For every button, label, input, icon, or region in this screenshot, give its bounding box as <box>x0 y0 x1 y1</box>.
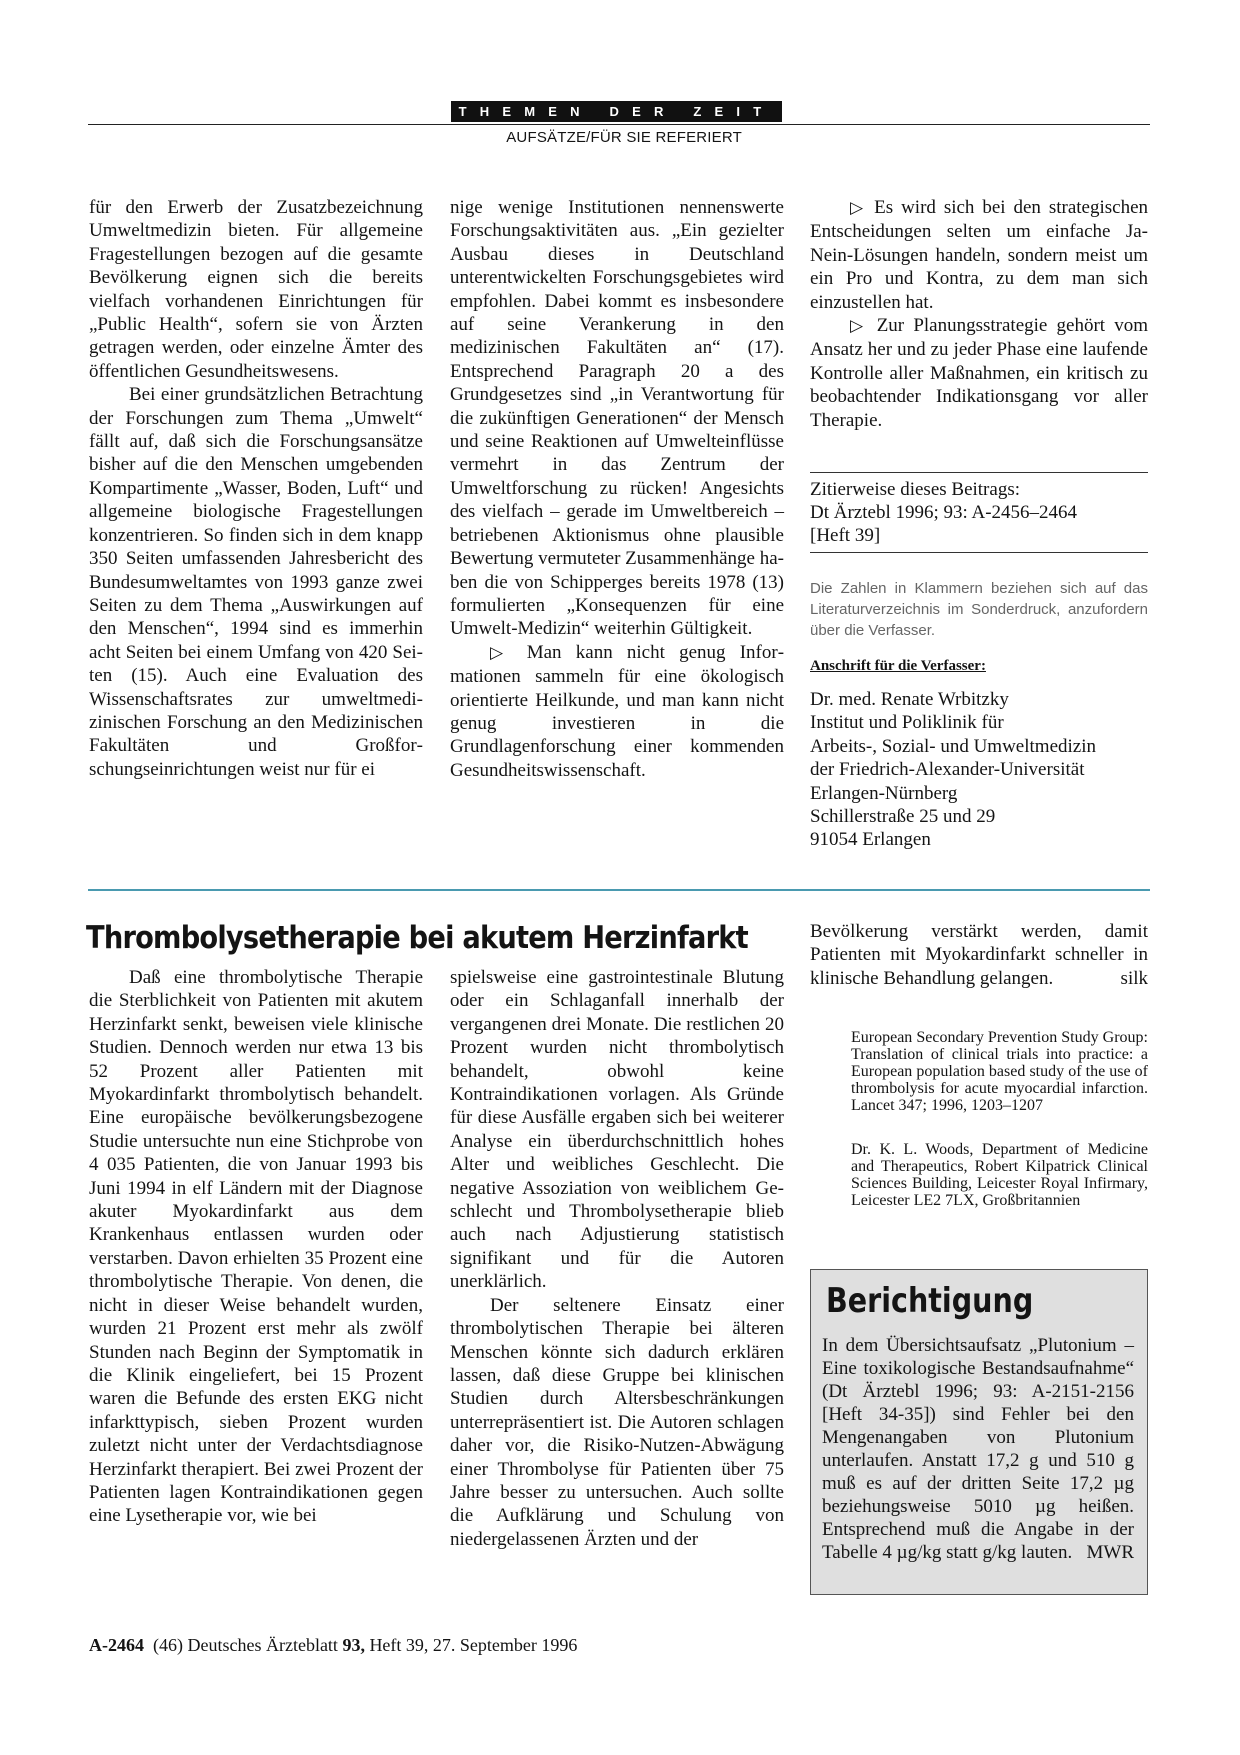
page-footer <box>89 1635 577 1656</box>
reference-note: Die Zahlen in Klammern beziehen sich auf das Literaturverzeichnis im Sonderdruck, anzufordern über die Verfasser. <box>810 580 1148 639</box>
paragraph: Bei einer grundsätzlichen Betrachtung der Forschungen zum Thema „Umwelt“ fällt auf, daß sich die Forschungsansätze bisher auf die den Menschen umgebenden Kompartimente „Wasser, Boden, Luft“ und allgemeine biologische Fragestellungen konzentrieren. So finden sich in dem knapp 350 Seiten umfassenden Jahresbericht des Bundesumweltamtes von 1993 ganze zwei Seiten zu dem Thema „Auswirkungen auf den Menschen“, 1994 sind es immerhin acht Seiten bei einem Umfang von 420 Seiten (15). Auch eine Evaluation des Wissenschaftsrates zur umweltmedizinischen Forschung an den Medizinischen Fakultäten und Großforschungseinrichtungen weist nur für ei <box>89 384 423 780</box>
paragraph: ▷ Es wird sich bei den strategischen Entscheidungen selten um einfache Ja-Nein-Lösungen handeln, sondern meist um ein Pro und Kontra, zu dem man sich einzustellen hat. <box>810 197 1149 313</box>
address-line: Erlangen-Nürnberg <box>810 782 958 804</box>
correction-author: MWR <box>1086 1542 1134 1563</box>
paragraph: spielsweise eine gastrointestinale Blutung oder ein Schlaganfall innerhalb der vergangenen drei Monate. Die restlichen 20 Prozent wurden nicht thrombolytisch behandelt, obwohl keine Kontraindikationen vorlagen. Als Gründe für diese Ausfälle ergaben sich bei weiterer Analyse ein überdurchschnittlich hohes Alter und weibliches Geschlecht. Die negative Assoziation von weiblichem Geschlecht und Thrombolysetherapie blieb auch nach Adjustierung statistisch signifikant und für die Autoren unerklärlich. <box>450 967 784 1293</box>
reference-1: European Secondary Prevention Study Group: Translation of clinical trials into practice: a European population based study of the use of thrombolysis for acute myocardial infarction. Lancet 347; 1996, 1203–1207 <box>851 1029 1148 1114</box>
top-column-3 <box>810 196 1148 432</box>
footer-journal: (46) Deutsches Ärzteblatt <box>153 1635 338 1655</box>
citation-block <box>810 478 1148 547</box>
reference-2: Dr. K. L. Woods, Department of Medicine and Therapeutics, Robert Kilpatrick Clinical Sciences Building, Leicester Royal Infirmary, Leicester LE2 7LX, Großbritannien <box>851 1141 1148 1209</box>
paragraph: ▷ Zur Planungsstrategie gehört vom Ansatz her und zu jeder Phase eine laufende Kontrolle aller Maßnahmen, ein kritisch zu beobachtender Indikationsgang vor aller Therapie. <box>810 315 1149 431</box>
footer-issue: Heft 39, 27. September 1996 <box>369 1635 578 1655</box>
triangle-bullet-icon: ▷ <box>850 316 868 337</box>
article-column-2 <box>450 966 784 1551</box>
article-separator <box>88 889 1150 891</box>
citation-issue: [Heft 39] <box>810 525 881 546</box>
triangle-bullet-icon: ▷ <box>490 642 513 663</box>
author-address <box>810 688 1096 852</box>
citation-label: Zitierweise dieses Beitrags: <box>810 479 1020 500</box>
page-number: A-2464 <box>89 1635 144 1655</box>
address-line: der Friedrich-Alexander-Universität <box>810 759 1085 781</box>
top-column-2 <box>450 196 784 782</box>
correction-text: In dem Übersichtsaufsatz „Plutonium – Eine toxikologische Bestandsaufnahme“ (Dt Ärztebl 1996; 93: A-2151-2156 [Heft 34-35]) sind Fehler bei den Mengenangaben von Plutonium unterlaufen. Anstatt 17,2 g und 510 g muß es auf der dritten Seite 17,2 µg beziehungsweise 5010 µg heißen. Entsprechend muß die Angabe in der Tabelle 4 µg/kg statt g/kg lauten. MWR <box>822 1335 1134 1563</box>
header-rule <box>88 124 1150 125</box>
paragraph: für den Erwerb der Zusatzbezeichnung Umweltmedizin bieten. Für allgemeine Fragestellungen bezogen auf die gesamte Bevölkerung eignen sich die bereits vielfach vorhandenen Einrichtungen für „Public Health“, sofern sie von Ärzten getragen werden, oder einzelne Ämter des öffentlichen Gesundheitswesens. <box>89 197 423 382</box>
article-column-3 <box>810 920 1148 990</box>
citation-rule-top <box>810 472 1148 473</box>
address-heading: Anschrift für die Verfasser: <box>810 658 986 674</box>
correction-title: Berichtigung <box>826 1281 1034 1321</box>
subsection-label: AUFSÄTZE/FÜR SIE REFERIERT <box>506 129 742 146</box>
citation-reference: Dt Ärztebl 1996; 93: A-2456–2464 <box>810 502 1078 523</box>
footer-volume: 93, <box>342 1635 365 1655</box>
address-line: 91054 Erlangen <box>810 829 931 851</box>
article-title: Thrombolysetherapie bei akutem Herzinfarkt <box>86 920 748 956</box>
paragraph: Daß eine thrombolytische Therapie die Sterblichkeit von Patienten mit akutem Herzinfarkt senkt, beweisen viele klinische Studien. Dennoch werden nur etwa 13 bis 52 Prozent aller Patienten mit Myokardinfarkt thrombolytisch behandelt. Eine europäische bevölkerungsbezogene Studie untersuchte nun eine Stichprobe von 4 035 Patienten, die von Januar 1993 bis Juni 1994 in elf Ländern mit der Diagnose akuter Myokardinfarkt aus dem Krankenhaus entlassen wurden oder verstarben. Davon erhielten 35 Prozent eine thrombolytische Therapie. Von denen, die nicht in dieser Weise behandelt wurden, wurden 21 Prozent erst mehr als zwölf Stunden nach Beginn der Symptomatik in die Klinik eingeliefert, bei 15 Prozent waren die Befunde des ersten EKG nicht infarkttypisch, sieben Prozent wurden zuletzt nicht unter der Verdachtsdiagnose Herzinfarkt therapiert. Bei zwei Prozent der Patienten lagen Kontraindikationen gegen eine Lysetherapie vor, wie bei <box>89 967 423 1527</box>
paragraph: ▷ Man kann nicht genug Informationen sammeln für eine ökologisch orientierte Heilkunde, und man kann nicht genug investieren in die Grundlagenforschung einer kommenden Gesundheitswissenschaft. <box>450 641 785 781</box>
paragraph: nige wenige Institutionen nennenswerte Forschungsaktivitäten aus. „Ein gezielter Ausbau dieses in Deutschland unterentwickelten Forschungsgebietes wird empfohlen. Dabei kommt es insbesondere auf seine Verankerung in den medizinischen Fakultäten an“ (17). Entsprechend Paragraph 20 a des Grundgesetzes sind „in Verantwortung für die zukünftigen Generationen“ der Mensch und seine Reaktionen auf Umwelteinflüsse vermehrt in das Zentrum der Umweltforschung zu rücken! Angesichts des vielfach – gerade im Umweltbereich – betriebenen Aktionismus ohne plausible Bewertung vermuteter Zusammenhänge haben die von Schipperges bereits 1978 (13) formulierten „Konsequenzen für eine Umwelt-Medizin“ weiterhin Gültigkeit. <box>450 197 784 640</box>
paragraph: Bevölkerung verstärkt werden, damit Patienten mit Myokardinfarkt schneller in klinische Behandlung gelangen. silk <box>810 921 1148 989</box>
address-line: Arbeits-, Sozial- und Umweltmedizin <box>810 735 1096 757</box>
article-column-1 <box>89 966 423 1528</box>
paragraph: Der seltenere Einsatz einer thrombolytischen Therapie bei älteren Menschen könnte sich dadurch erklären lassen, daß diese Gruppe bei klinischen Studien durch Altersbeschränkungen unterrepräsentiert ist. Die Autoren schlagen daher vor, die Risiko-Nutzen-Abwägung einer Thrombolyse für Patienten über 75 Jahre besser zu untersuchen. Auch sollte die Aufklärung und Schulung von niedergelassenen Ärzten und der <box>450 1294 784 1550</box>
article-author: silk <box>1120 967 1148 989</box>
top-column-1 <box>89 196 423 781</box>
section-header: THEMEN DER ZEIT <box>451 101 782 122</box>
address-line: Schillerstraße 25 und 29 <box>810 806 996 828</box>
triangle-bullet-icon: ▷ <box>850 198 867 218</box>
address-line: Dr. med. Renate Wrbitzky <box>810 689 1009 710</box>
citation-rule-bottom <box>810 552 1148 553</box>
address-line: Institut und Poliklinik für <box>810 712 1004 734</box>
